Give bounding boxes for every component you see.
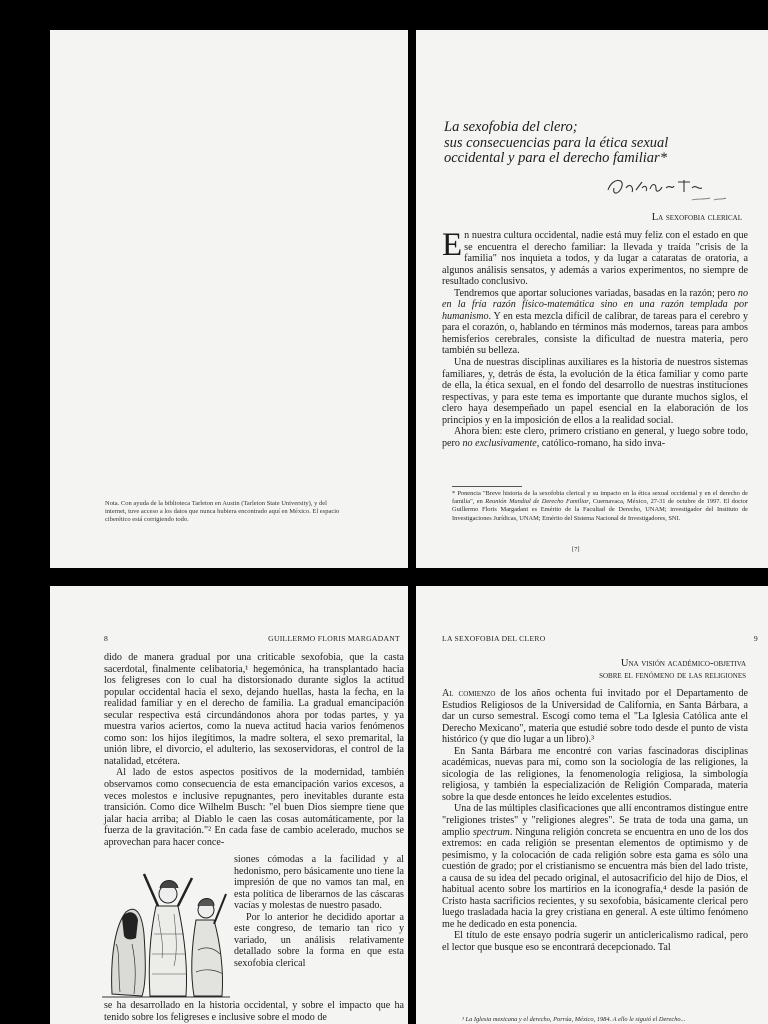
page2-body [442, 227, 748, 449]
paragraph-2-text-b: . Y en esta mezcla difícil de calibrar, de tareas para el cerebro y para el corazón, o, hablando en términos más modernos, tareas para ambos hemisferios cerebrales, consiste la dificultad de nuestra materia, pero también su belleza. [442, 310, 748, 357]
footnote-text-b: , Cuernavaca, México, 27-31 de octubre de 1997. El doctor Guillermo Floris Margadant es Emérito de la Facultad de Derecho, UNAM; investigador del Instituto de Investigaciones Jurídicas, UNAM; Emérito del Sistema Nacional de Investigadores, SNI. [452, 498, 748, 522]
paragraph-1-text: n nuestra cultura occidental, nadie está muy feliz con el estado en que se encuentra el derecho familiar: la llevada y traída "crisis de la familia" nos inquieta a todos, y da lugar a cataratas de oratoria, a algunos análisis sensatos, y además a varios experimentos, no siempre de resultado conclusivo. [442, 230, 748, 288]
paragraph-3-italic: spectrum [472, 826, 510, 838]
paragraph-3-text-a: Una de las múltiples clasificaciones que allí encontramos distingue entre "religiones tristes" y "religiones alegres". Se trata de toda una gama, un amplio [442, 803, 748, 838]
paragraph-2: En Santa Bárbara me encontré con varias fascinadoras disciplinas académicas, nuevas para mí, como son la sociología de las religiones, la sicología de las religiones, la fenomenología religiosa, la simbología religiosa, y también la especialización de Religión Comparada, materia sobre la que desde entonces he leído excelentes estudios. [442, 745, 748, 803]
page-4 [416, 586, 768, 1024]
footnote-fragment: ³ La Iglesia mexicana y el derecho, Porrúa, México, 1984. A ello le siguió el Derecho... [462, 1016, 686, 1023]
running-head: GUILLERMO FLORIS MARGADANT [268, 634, 400, 643]
page4-body [442, 688, 748, 954]
drop-cap: E [442, 227, 463, 263]
title-line-1: La sexofobia del clero; [444, 119, 578, 135]
handwritten-signature [602, 170, 752, 208]
footnote-text-a: * Ponencia "Breve historia de la sexofobia clerical y su impacto en la ética sexual occidental y en el derecho de familia", en [452, 490, 748, 506]
paragraph-2-italic: no en la fría razón físico-matemática sino en una razón templada por humanismo [442, 287, 748, 322]
paragraph-1-text: de los años ochenta fui invitado por el Departamento de Estudios Religiosos de la Universidad de California, en Santa Bárbara, a dar un curso semestral. Escogí como tema el "La Iglesia Católica ante el Derecho Mexicano", materia que estudié sobre todo desde el punto de vista histórico (y que dio lugar a un libro).³ [442, 688, 748, 746]
page-2 [416, 30, 768, 568]
paragraph-continuation: dido de manera gradual por una criticable sexofobia, que la casta sacerdotal, finalmente celibatoria,¹ hegemónica, ha transplantado hacia los feligreses con lo cual ha distorsionado durante siglos la actitud popular occidental hacia el sexo, dejando huellas, hasta la fecha, en la realidad familiar y en el derecho de familia. La gradual emancipación secular respectiva está circundándonos ahora por todas partes, y ya muestra varios aciertos, como la nueva actitud hacia varios fenómenos como son: los hijos ilegítimos, la madre soltera, el sexo premarital, la unión libre, el divorcio, el adulterio, las sexoservidoras, el control de la natalidad, etcétera. [104, 652, 404, 767]
running-head: LA SEXOFOBIA DEL CLERO [442, 634, 546, 643]
page-number: 8 [104, 634, 109, 643]
page-3 [50, 586, 408, 1024]
paragraph-1 [442, 688, 748, 746]
wrap-text-2: Por lo anterior he decidido aportar a este congreso, de temario tan rico y variado, un análisis relativamente detallado sobre la forma en que esta sexofobia clerical [234, 911, 404, 969]
wrap-text-1: siones cómodas a la facilidad y al hedonismo, pero básicamente uno tiene la impresión de que no vamos tan mal, en esta política de liberarnos de las cáscaras vacías y molestas de nuestro pasado. [234, 854, 404, 912]
paragraph-2: Al lado de estos aspectos positivos de la modernidad, también observamos como consecuencia de esta emancipación varios excesos, a veces molestos e inclusive repugnantes, pero inevitables durante esta transición. Como dice Wilhelm Busch: "el buen Dios siempre tiene que jalar hacia arriba; al Diablo le caen las cosas automáticamente, por la fuerza de la gravitación."² En cada fase de cambio acelerado, muchos se aprovechan para hacer conce- [104, 767, 404, 848]
paragraph-2 [442, 288, 748, 357]
paragraph-1-lead: Al comienzo [442, 688, 496, 699]
footnote-rule [452, 486, 522, 487]
footnote-italic: Reunión Mundial de Derecho Familiar [485, 498, 589, 506]
page1-note: Nota. Con ayuda de la biblioteca Tarleton en Austin (Tarleton State University), y del internet, tuve acceso a los datos que nunca hubiera encontrado aquí en México. El espacio ciberético está corrigiendo todo. [105, 500, 340, 524]
paragraph-3: Una de nuestras disciplinas auxiliares es la historia de nuestros sistemas familiares, y, detrás de ésta, la evolución de la ética familiar y como parte de ella, la ética sexual, en el fondo del desarrollo de nuestras instituciones respectivas, y para este tema es importante que durante muchos siglos, el clero haya desempeñado un papel esencial en la elaboración de los principios y en la imposición de ellos a la realidad social. [442, 357, 748, 426]
section-heading: La sexofobia clerical [651, 212, 742, 223]
paragraph-4-text-b: , católico-romano, ha sido inva- [536, 437, 666, 449]
page-1 [50, 30, 408, 568]
paragraph-3 [442, 803, 748, 930]
paragraph-2-text-a: Tendremos que aportar soluciones variadas, basadas en la razón; pero [454, 287, 738, 299]
footnote [452, 490, 748, 523]
title-line-2: sus consecuencias para la ética sexual [444, 134, 669, 151]
paragraph-1 [442, 227, 748, 288]
title-line-3: occidental y para el derecho familiar* [444, 150, 667, 166]
paragraph-4: El título de este ensayo podría sugerir un anticlericalismo radical, pero el lector que busque eso se encontrará decepcionado. Tal [442, 930, 748, 954]
page-number: [7] [572, 546, 580, 553]
section-heading-line-2: sobre el fenómeno de las religiones [599, 670, 746, 681]
page3-body-bottom: se ha desarrollado en la historia occidental, y sobre el impacto que ha tenido sobre los feligreses e inclusive sobre el modo de [104, 1000, 404, 1023]
paragraph-3-text-b: . Ninguna religión concreta se encuentra en uno de los dos extremos: en cada religión se presentan elementos de optimismo y de pesimismo, y la colocación de cada religión sobre esta gama es sólo una cuestión de grado; por el cristianismo se encuentra más bien del lado triste, a causa de su idea del pecado original, el autosacrificio del hijo de Dios, el habitual acento sobre los martirios en la iconografía,⁴ desde la pasión de Cristo hasta sacrificios recientes, y su sexofobia, básicamente clerical pero luego trasladada hacia la grey cristiana en general. A este último fenómeno me he dedicado en esta ponencia. [442, 826, 748, 930]
paragraph-4-text-a: Ahora bien: este clero, primero cristiano en general, y luego sobre todo, pero [442, 426, 748, 449]
chapter-title [444, 120, 764, 167]
page3-wrap-column [234, 854, 404, 969]
engraving-illustration [102, 854, 230, 1002]
paragraph-4-italic: no exclusivamente [462, 437, 537, 449]
page-number: 9 [753, 634, 758, 643]
page3-body-top [104, 652, 404, 848]
paragraph-4 [442, 426, 748, 449]
section-heading [599, 658, 746, 682]
section-heading-line-1: Una visión académico-objetiva [620, 658, 746, 669]
